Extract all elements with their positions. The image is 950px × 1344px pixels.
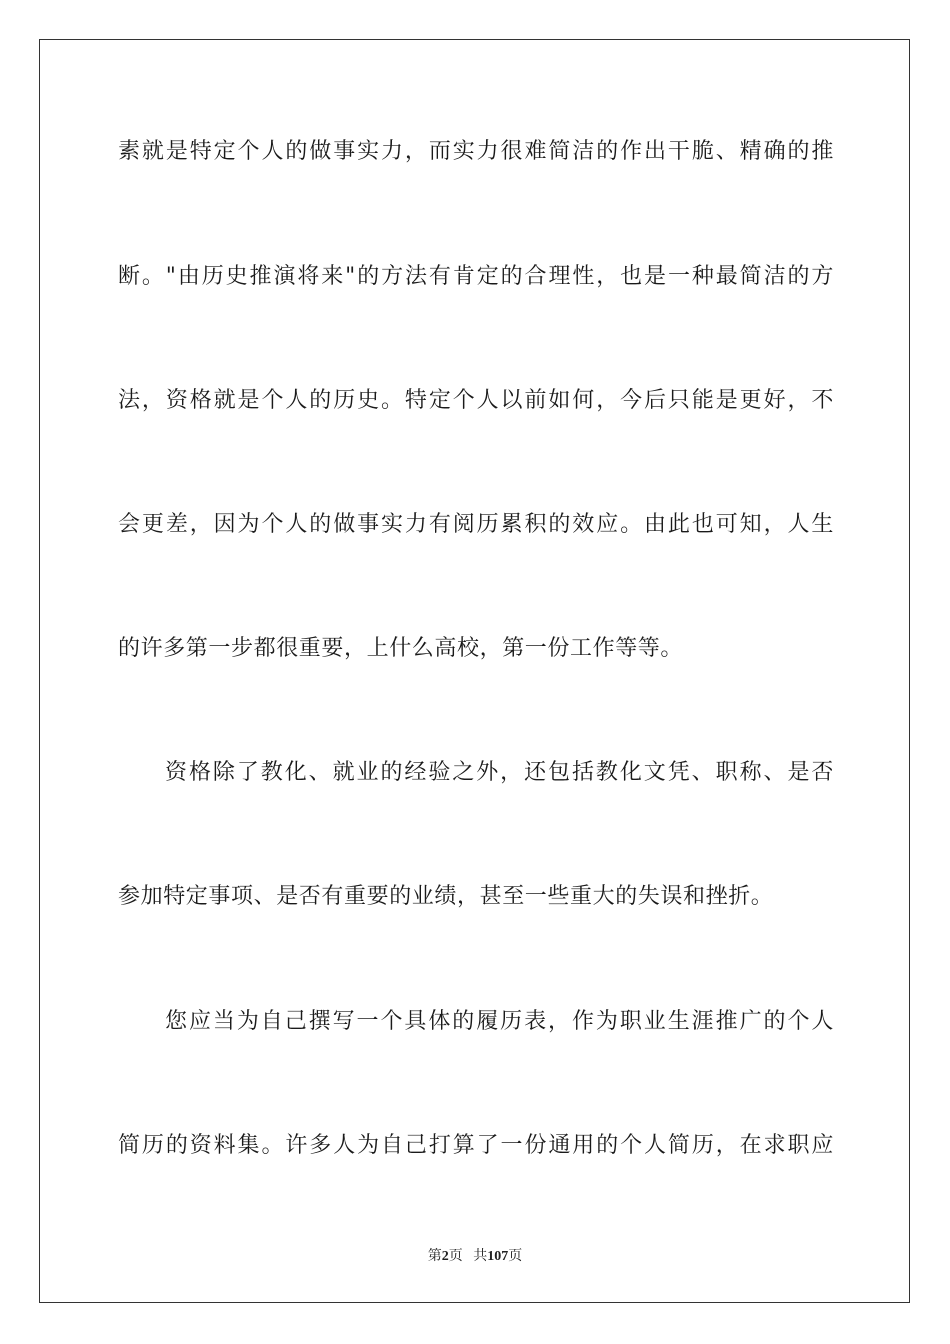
paragraph-3-line-1: 您应当为自己撰写一个具体的履历表，作为职业生涯推广的个人	[165, 1009, 834, 1034]
body-text-line-2: 断。"由历史推演将来"的方法有肯定的合理性，也是一种最简洁的方	[118, 264, 834, 289]
page-footer	[0, 1248, 950, 1266]
body-text-line-5: 的许多第一步都很重要，上什么高校，第一份工作等等。	[118, 636, 684, 661]
body-text-line-1: 素就是特定个人的做事实力，而实力很难简洁的作出干脆、精确的推	[118, 139, 834, 164]
body-text-line-3: 法，资格就是个人的历史。特定个人以前如何，今后只能是更好，不	[118, 388, 834, 413]
total-prefix: 共	[473, 1249, 488, 1264]
page-number: 2	[441, 1249, 449, 1264]
page-prefix: 第	[427, 1249, 442, 1264]
paragraph-2-line-1: 资格除了教化、就业的经验之外，还包括教化文凭、职称、是否	[165, 760, 834, 785]
paragraph-3-line-2: 简历的资料集。许多人为自己打算了一份通用的个人简历，在求职应	[118, 1133, 834, 1158]
total-pages: 107	[487, 1249, 509, 1264]
page-frame	[39, 39, 910, 1303]
body-text-line-4: 会更差，因为个人的做事实力有阅历累积的效应。由此也可知，人生	[118, 512, 834, 537]
total-suffix: 页	[508, 1249, 523, 1264]
page-suffix: 页	[448, 1249, 463, 1264]
paragraph-2-line-2: 参加特定事项、是否有重要的业绩，甚至一些重大的失误和挫折。	[118, 884, 774, 909]
